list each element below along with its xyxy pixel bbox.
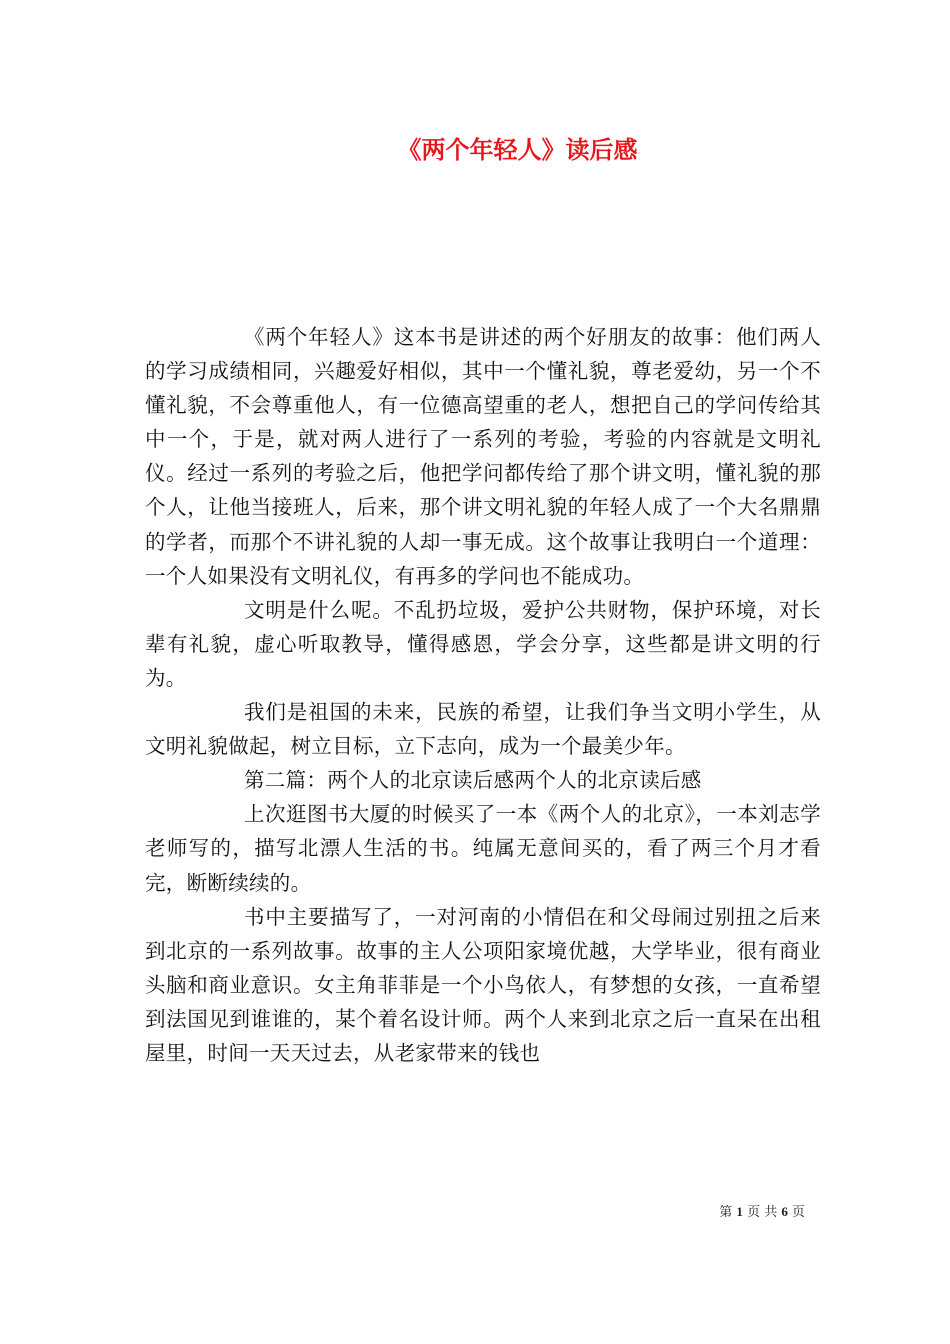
- document-title: 《两个年轻人》读后感: [397, 135, 638, 164]
- current-page-number: 1: [736, 1204, 743, 1219]
- footer-prefix: 第: [719, 1205, 733, 1220]
- paragraph: 书中主要描写了，一对河南的小情侣在和父母闹过别扭之后来到北京的一系列故事。故事的主人公项阳家境优越，大学毕业，很有商业头脑和商业意识。女主角菲菲是一个小鸟依人，有梦想的女孩，一直希望到法国见到谁谁的，某个着名设计师。两个人来到北京之后一直呆在出租屋里，时间一天天过去，从老家带来的钱也: [145, 904, 821, 1065]
- footer-suffix: 页: [791, 1205, 805, 1220]
- paragraph: 《两个年轻人》这本书是讲述的两个好朋友的故事：他们两人的学习成绩相同，兴趣爱好相似，其中一个懂礼貌，尊老爱幼，另一个不懂礼貌，不会尊重他人，有一位德高望重的老人，想把自己的学问传给其中一个，于是，就对两人进行了一系列的考验，考验的内容就是文明礼仪。经过一系列的考验之后，他把学问都传给了那个讲文明，懂礼貌的那个人，让他当接班人，后来，那个讲文明礼貌的年轻人成了一个大名鼎鼎的学者，而那个不讲礼貌的人却一事无成。这个故事让我明白一个道理：一个人如果没有文明礼仪，有再多的学问也不能成功。: [145, 325, 821, 588]
- footer-middle: 页 共: [747, 1205, 778, 1220]
- paragraph: 我们是祖国的未来，民族的希望，让我们争当文明小学生，从文明礼貌做起，树立目标，立下志向，成为一个最美少年。: [145, 700, 821, 759]
- paragraph: 上次逛图书大厦的时候买了一本《两个人的北京》，一本刘志学老师写的，描写北漂人生活的书。纯属无意间买的，看了两三个月才看完，断断续续的。: [145, 802, 821, 895]
- section-heading-paragraph: 第二篇：两个人的北京读后感两个人的北京读后感: [244, 768, 702, 793]
- page-footer: [0, 1202, 950, 1223]
- paragraph: 文明是什么呢。不乱扔垃圾，爱护公共财物，保护环境，对长辈有礼貌，虚心听取教导，懂得感恩，学会分享，这些都是讲文明的行为。: [145, 597, 821, 690]
- total-pages-number: 6: [781, 1204, 788, 1219]
- document-body: [145, 320, 821, 1070]
